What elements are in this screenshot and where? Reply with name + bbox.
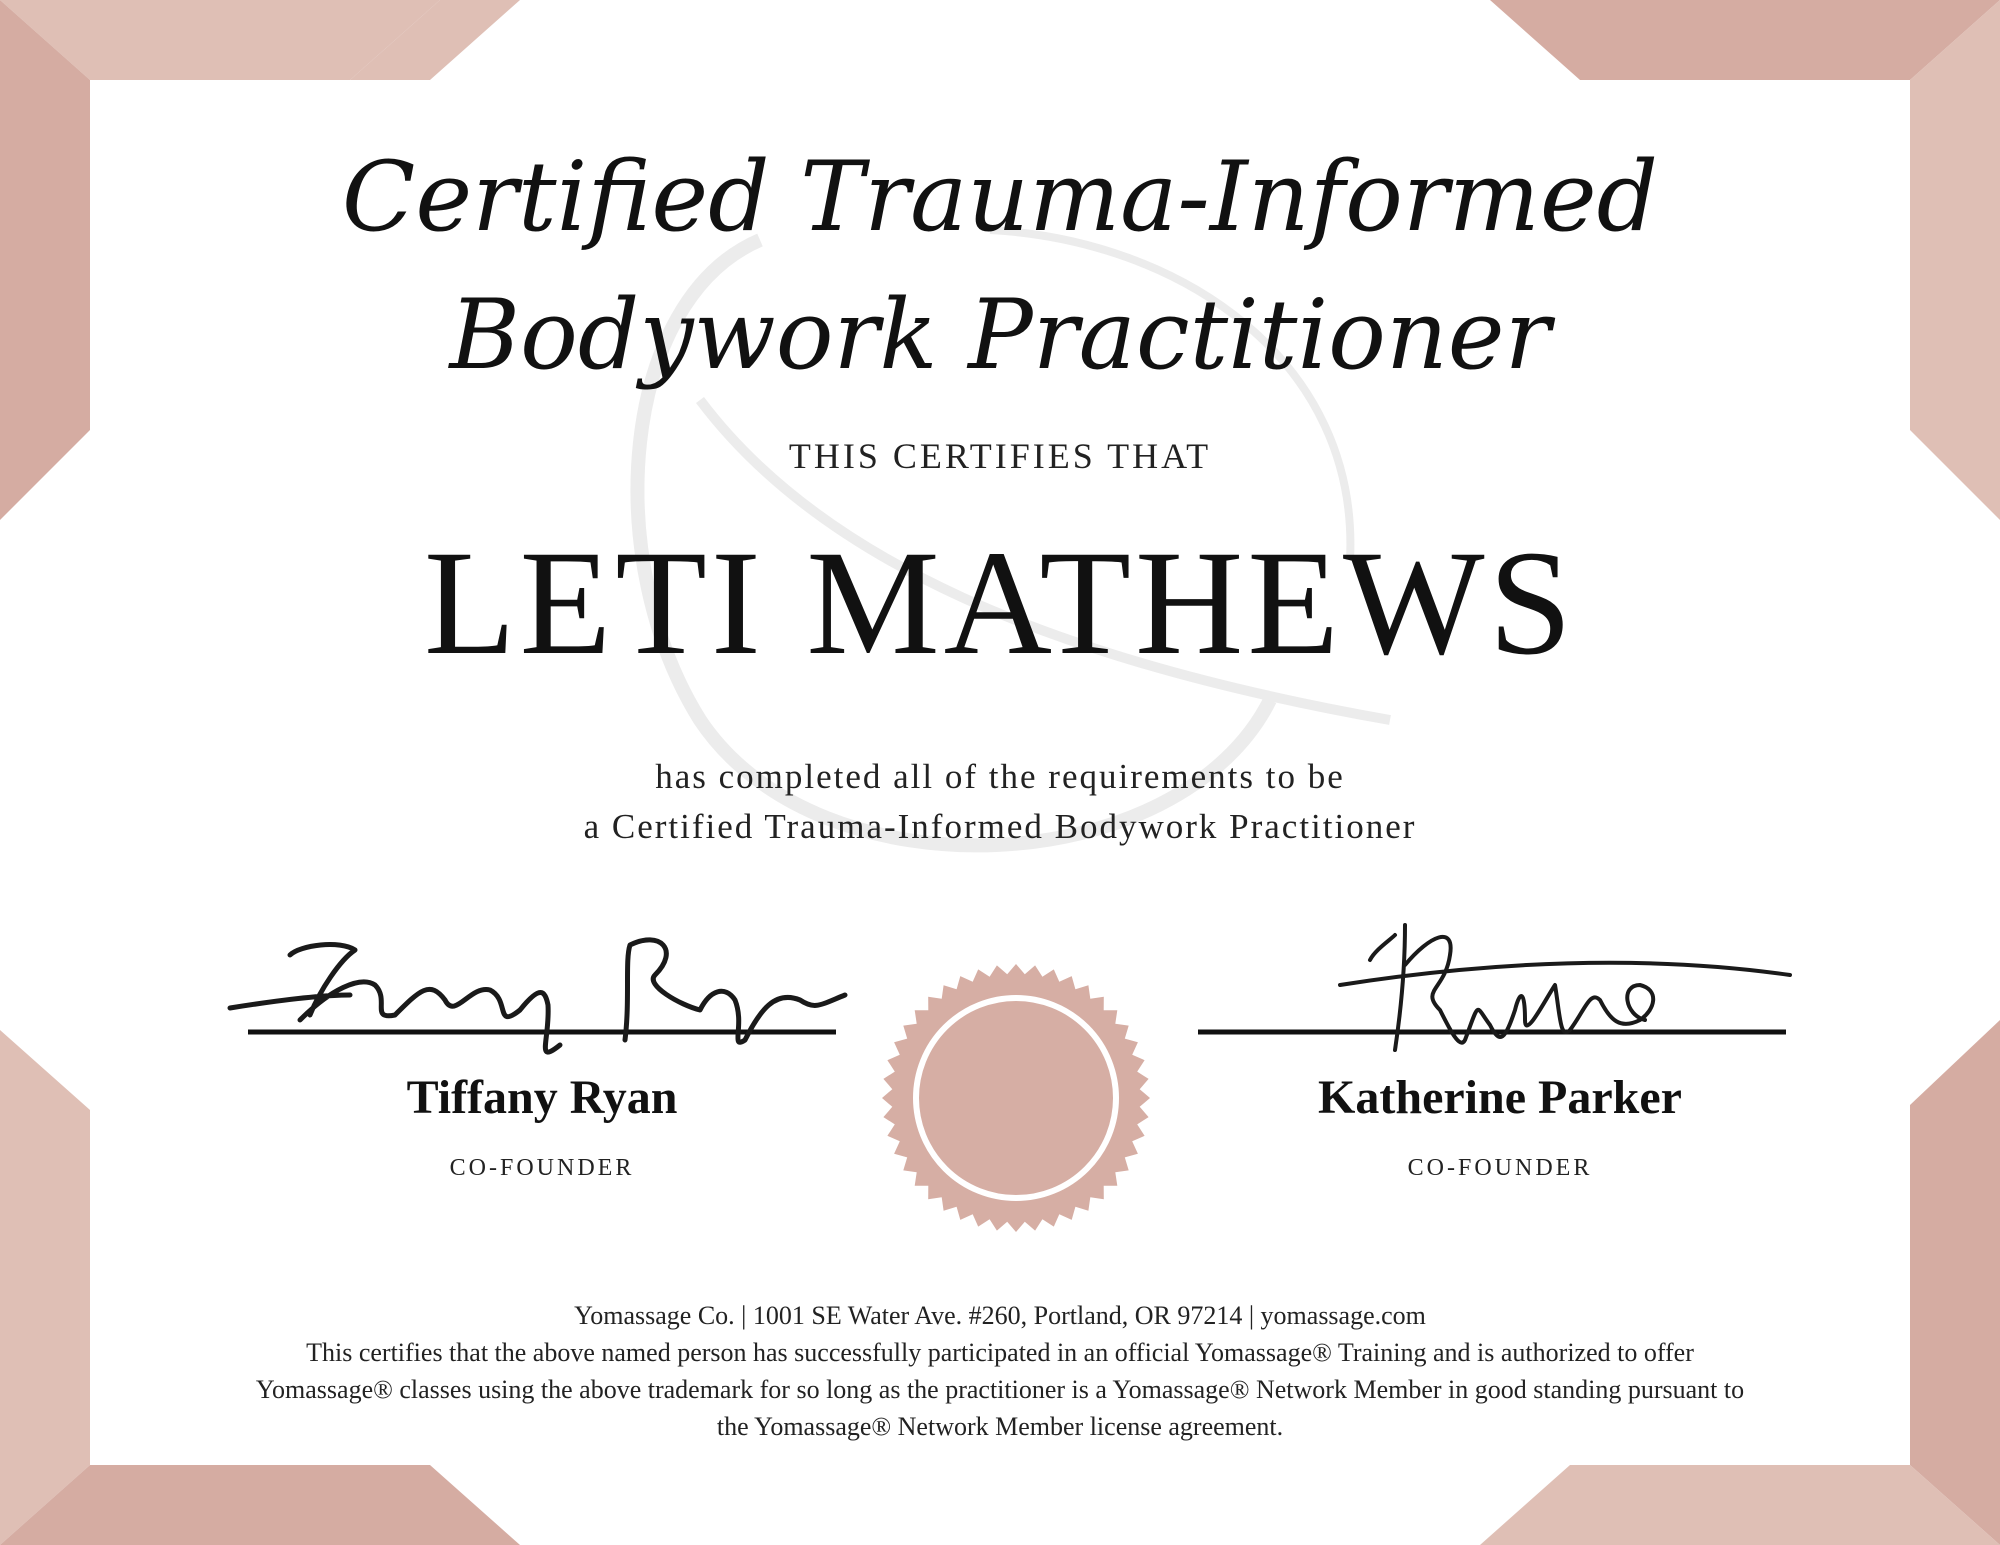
completion-line-1: has completed all of the requirements to be: [655, 757, 1345, 796]
signatory-name-right: Katherine Parker: [1318, 1071, 1682, 1124]
footer-legal-line-1: This certifies that the above named person has successfully participated in an official Yomassage® Training and is authorized to offer: [306, 1338, 1694, 1367]
signatory-name-left: Tiffany Ryan: [406, 1071, 678, 1124]
footer: [140, 1297, 1860, 1445]
completion-statement: [0, 752, 2000, 852]
title-line-1: Certified Trauma-Informed: [341, 141, 1659, 253]
title-line-2: Bodywork Practitioner: [449, 279, 1551, 391]
recipient-name: LETI MATHEWS: [424, 520, 1576, 686]
footer-address: Yomassage Co. | 1001 SE Water Ave. #260, Portland, OR 97214 | yomassage.com: [574, 1301, 1426, 1330]
corner-bottom-left-dark: [0, 1465, 520, 1545]
corner-bottom-left-light: [0, 1030, 90, 1545]
signatory-role-left: CO-FOUNDER: [449, 1155, 635, 1181]
completion-line-2: a Certified Trauma-Informed Bodywork Practitioner: [583, 807, 1417, 846]
certificate-seal: [882, 964, 1150, 1232]
seal-inner-ring: [916, 998, 1116, 1198]
signature-tiffany-ryan: [230, 940, 845, 1052]
footer-legal-line-3: the Yomassage® Network Member license agreement.: [716, 1412, 1284, 1441]
footer-legal-line-2: Yomassage® classes using the above trademark for so long as the practitioner is a Yomassage® Network Member in good standing pursuant to: [255, 1375, 1745, 1404]
certifies-label: THIS CERTIFIES THAT: [788, 436, 1212, 476]
signatory-role-right: CO-FOUNDER: [1407, 1155, 1593, 1181]
corner-bottom-right-dark: [1910, 1020, 2000, 1545]
corner-bottom-right-light: [1480, 1465, 2000, 1545]
certificate-title: [0, 128, 2000, 404]
